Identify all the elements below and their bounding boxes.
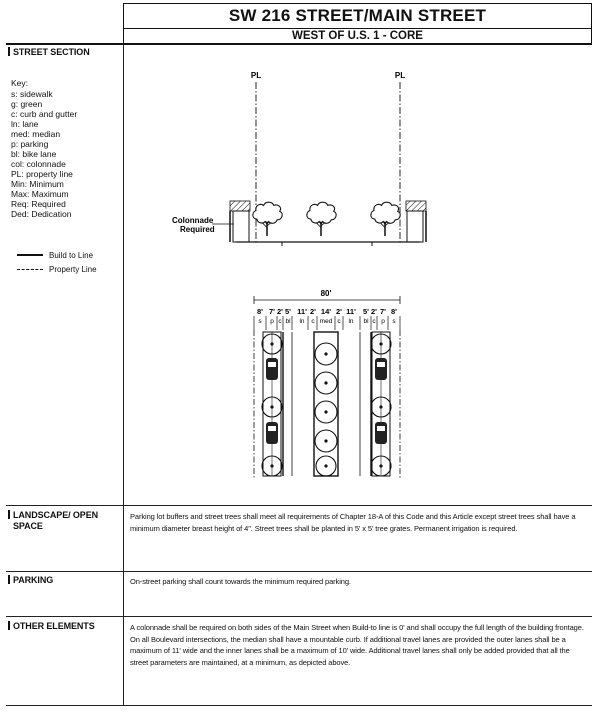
- section-label-street: STREET SECTION: [8, 47, 90, 57]
- dim-label: 2': [277, 307, 283, 316]
- dim-label: 5': [285, 307, 291, 316]
- page-title: SW 216 STREET/MAIN STREET: [228, 6, 487, 25]
- key-title: Key:: [11, 78, 29, 88]
- required-label: Required: [180, 225, 215, 234]
- section-label-parking: PARKING: [8, 575, 53, 585]
- code-label: c: [311, 318, 315, 325]
- dim-label: 8': [257, 307, 263, 316]
- dim-label: 2': [310, 307, 316, 316]
- dim-label: 7': [269, 307, 275, 316]
- dim-label: 2': [371, 307, 377, 316]
- dim-label: 14': [320, 307, 332, 316]
- key-item: med: median: [11, 129, 61, 139]
- total-width-label: 80': [320, 289, 332, 298]
- row-divider-landscape: [6, 505, 592, 506]
- code-label: bl: [363, 318, 369, 325]
- parking-text: On-street parking shall count towards the minimum required parking.: [130, 577, 351, 586]
- legend-property-line: Property Line: [17, 262, 97, 276]
- table-bottom-border: [6, 705, 592, 706]
- key-item: Req: Required: [11, 199, 66, 209]
- pl-label-left: PL: [250, 71, 262, 80]
- segment-codes: [258, 318, 396, 325]
- section-marker: [8, 510, 10, 519]
- car-icon: [266, 358, 278, 380]
- colonnade-label: Colonnade: [172, 216, 214, 225]
- segment-widths: [257, 307, 397, 316]
- code-label: s: [392, 318, 396, 325]
- other-elements-text: A colonnade shall be required on both sides of the Main Street when Build-to line is 0' and shall occupy the full length of the building frontage. On all Boulevard intersections, the median shall have a mountable curb. If additional travel lanes are provided the outer lanes shall be a maximum of 11' wide and the inner lanes shall be a maximum of 10' wide. Additional travel lanes shall only be added provided that all the street parameters are maintained, at a minimum, as depicted above.: [130, 623, 584, 667]
- code-label: ln: [348, 318, 354, 325]
- dim-label: 5': [363, 307, 369, 316]
- code-label: bl: [285, 318, 291, 325]
- dim-label: 2': [336, 307, 342, 316]
- car-icon: [375, 422, 387, 444]
- key-item: Min: Minimum: [11, 179, 64, 189]
- code-label: c: [278, 318, 282, 325]
- row-divider-other: [6, 616, 592, 617]
- landscape-text: Parking lot buffers and street trees shall meet all requirements of Chapter 18-A of this Code and this Article except street trees shall have a minimum diameter breast height of 4". Street trees shall be planted in 5' x 5' tree grates. Permanent irrigation is required.: [130, 512, 576, 533]
- code-label: med: [319, 318, 333, 325]
- row-divider-parking: [6, 571, 592, 572]
- car-icon: [266, 422, 278, 444]
- code-label: ln: [299, 318, 305, 325]
- tree-icon: [371, 202, 400, 236]
- dim-label: 11': [297, 307, 307, 316]
- code-label: c: [337, 318, 341, 325]
- key-item: Max: Maximum: [11, 189, 69, 199]
- colonnade-right: [406, 201, 426, 242]
- dim-label: 11': [346, 307, 356, 316]
- code-label: c: [372, 318, 376, 325]
- car-icon: [375, 358, 387, 380]
- section-label-other: OTHER ELEMENTS: [8, 621, 95, 631]
- code-label: p: [381, 318, 385, 325]
- section-marker: [8, 575, 10, 584]
- tree-icon: [253, 202, 282, 236]
- key-item: col: colonnade: [11, 159, 66, 169]
- key-item: p: parking: [11, 139, 49, 149]
- key-item: g: green: [11, 99, 43, 109]
- key-item: s: sidewalk: [11, 89, 53, 99]
- key-item: bl: bike lane: [11, 149, 57, 159]
- pl-label-right: PL: [394, 71, 406, 80]
- dim-label: 7': [380, 307, 386, 316]
- key-item: Ded: Dedication: [11, 209, 72, 219]
- key-item: PL: property line: [11, 169, 73, 179]
- key-item: ln: lane: [11, 119, 39, 129]
- colonnade-left: [230, 201, 250, 242]
- section-marker: [8, 621, 10, 630]
- legend-build-to-line: Build to Line: [17, 248, 97, 262]
- tree-icon: [307, 202, 336, 236]
- dim-label: 8': [391, 307, 397, 316]
- key-item: c: curb and gutter: [11, 109, 78, 119]
- code-label: p: [270, 318, 274, 325]
- page-subtitle: WEST OF U.S. 1 - CORE: [292, 30, 423, 42]
- code-label: s: [258, 318, 262, 325]
- section-label-landscape: LANDSCAPE/ OPEN SPACE: [8, 510, 98, 532]
